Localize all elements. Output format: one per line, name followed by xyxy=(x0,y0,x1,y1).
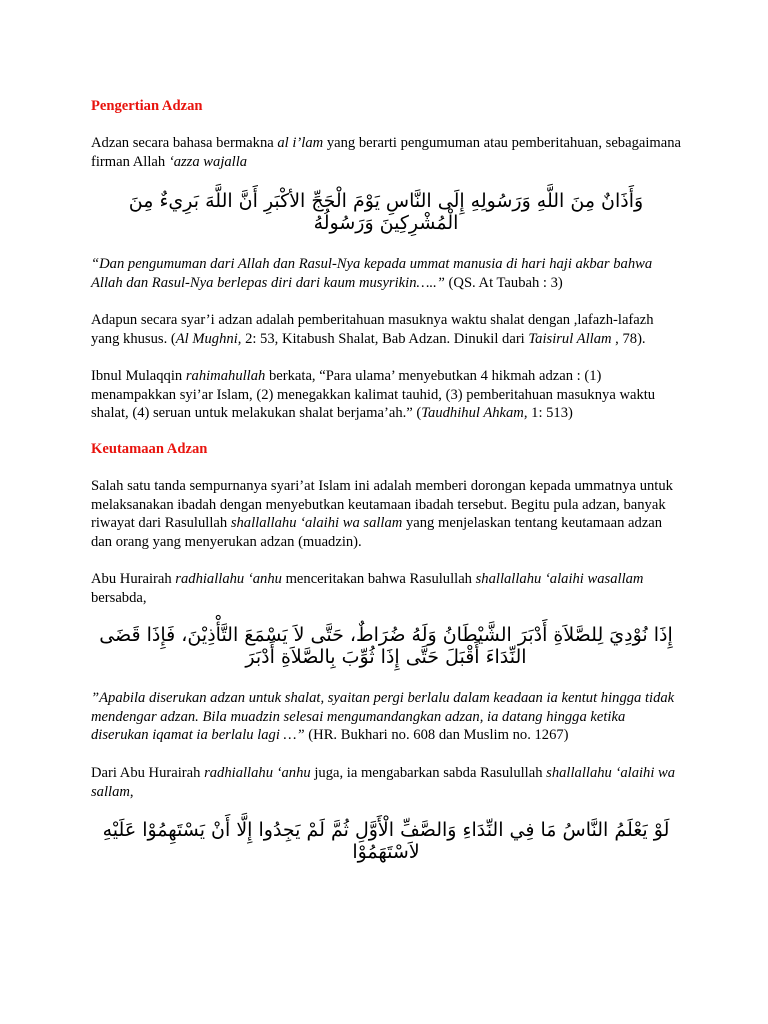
italic-translation: ”Apabila diserukan adzan untuk shalat, syaitan pergi berlalu dalam keadaan ia kentut hingga tidak mendengar adzan. Bila muadzin selesai mengumandangkan adzan, ia datang hingga ketika diserukan iqamat ia berlalu lagi …” xyxy=(91,690,675,743)
paragraph-virtue-intro xyxy=(91,477,681,551)
arabic-hadith-satan: إِذَا نُوْدِيَ لِلصَّلاَةِ أَدْبَرَ الشَّيْطَانُ وَلَهُ ضُرَاطٌ، حَتَّى لاَ يَسْمَعَ التَّأْذِيْنَ، فَإِذَا قَضَى النِّدَاءَ أَقْبَلَ حَتَّى إِذَا ثُوِّبَ بِالصَّلاَةِ أَدْبَرَ xyxy=(99,624,673,668)
text-run: , 78). xyxy=(611,330,646,347)
translation-taubah xyxy=(91,255,681,292)
italic-term: shallallahu ‘alaihi wa sallam xyxy=(91,765,676,800)
text-run: , xyxy=(129,783,134,800)
paragraph-abu-hurairah-2 xyxy=(91,764,681,801)
text-run: bersabda, xyxy=(91,589,147,606)
text-run: Adzan secara bahasa bermakna xyxy=(91,135,278,151)
italic-term: radhiallahu ‘anhu xyxy=(204,765,311,781)
text-run: yang berarti pengumuman atau pemberitahuan, sebagaimana firman Allah xyxy=(91,135,681,170)
text-run: berkata, “Para ulama’ menyebutkan 4 hikmah adzan : (1) menampakkan syi’ar Islam, (2) menegakkan kalimat tauhid, (3) pemberitahuan masuknya waktu shalat, (4) seruan untuk melakukan shalat berjama’ah.” ( xyxy=(91,368,656,421)
section-heading-pengertian: Pengertian Adzan xyxy=(91,98,203,114)
text-run: Adapun secara syar’i adzan adalah pemberitahuan masuknya waktu shalat dengan ,lafazh-lafazh yang khusus. ( xyxy=(91,312,654,347)
citation: (HR. Bukhari no. 608 dan Muslim no. 1267) xyxy=(304,727,569,743)
text-run: yang menjelaskan tentang keutamaan adzan dan orang yang menyerukan adzan (muadzin). xyxy=(91,515,663,550)
italic-term: al i’lam xyxy=(277,135,324,151)
italic-book-title: Taisirul Allam xyxy=(528,330,612,347)
italic-term: radhiallahu ‘anhu xyxy=(175,571,282,587)
italic-book-title: Taudhihul Ahkam xyxy=(421,405,524,421)
italic-term: rahimahullah xyxy=(185,368,266,384)
text-run: , 1: 513) xyxy=(523,405,573,421)
italic-translation: “Dan pengumuman dari Allah dan Rasul-Nya kepada ummat manusia di hari haji akbar bahwa Allah dan Rasul-Nya berlepas diri dari kaum musyrikin…..” xyxy=(91,256,653,291)
paragraph-definition-language xyxy=(91,134,681,171)
paragraph-wisdom-adzan xyxy=(91,367,681,423)
text-run: , 2: 53, Kitabush Shalat, Bab Adzan. Dinukil dari xyxy=(237,330,529,347)
text-run: Dari Abu Hurairah xyxy=(91,765,205,781)
text-run: juga, ia mengabarkan sabda Rasulullah xyxy=(310,765,547,781)
paragraph-definition-sharia xyxy=(91,311,681,348)
italic-term: shallallahu ‘alaihi wasallam xyxy=(475,571,644,587)
arabic-verse-taubah: وَأَذَانٌ مِنَ اللَّهِ وَرَسُولِهِ إِلَى النَّاسِ يَوْمَ الْحَجِّ الأكْبَرِ أَنَّ اللَّهَ بَرِيءٌ مِنَ الْمُشْرِكِينَ وَرَسُولُهُ xyxy=(128,190,644,234)
italic-book-title: Al Mughni xyxy=(175,330,238,347)
text-run: Salah satu tanda sempurnanya syari’at Islam ini adalah memberi dorongan kepada ummatnya untuk melaksanakan ibadah dengan menyebutkan keutamaan ibadah tersebut. Begitu pula adzan, banyak riwayat dari Rasulullah xyxy=(91,478,673,531)
translation-hadith-satan xyxy=(91,689,681,745)
paragraph-abu-hurairah-1 xyxy=(91,570,681,607)
arabic-hadith-call: لَوْ يَعْلَمُ النَّاسُ مَا فِي النِّدَاءِ وَالصَّفِّ الْأَوَّلِ ثُمَّ لَمْ يَجِدُوا إِلَّا أَنْ يَسْتَهِمُوْا عَلَيْهِ لاَسْتَهَمُوْا xyxy=(102,819,670,863)
citation: (QS. At Taubah : 3) xyxy=(444,274,563,291)
text-run: menceritakan bahwa Rasulullah xyxy=(281,571,476,587)
italic-term: ‘azza wajalla xyxy=(168,153,248,170)
text-run: Abu Hurairah xyxy=(91,571,176,587)
italic-term: shallallahu ‘alaihi wa sallam xyxy=(230,515,403,531)
text-run: Ibnul Mulaqqin xyxy=(91,368,186,384)
section-heading-keutamaan: Keutamaan Adzan xyxy=(91,441,208,457)
